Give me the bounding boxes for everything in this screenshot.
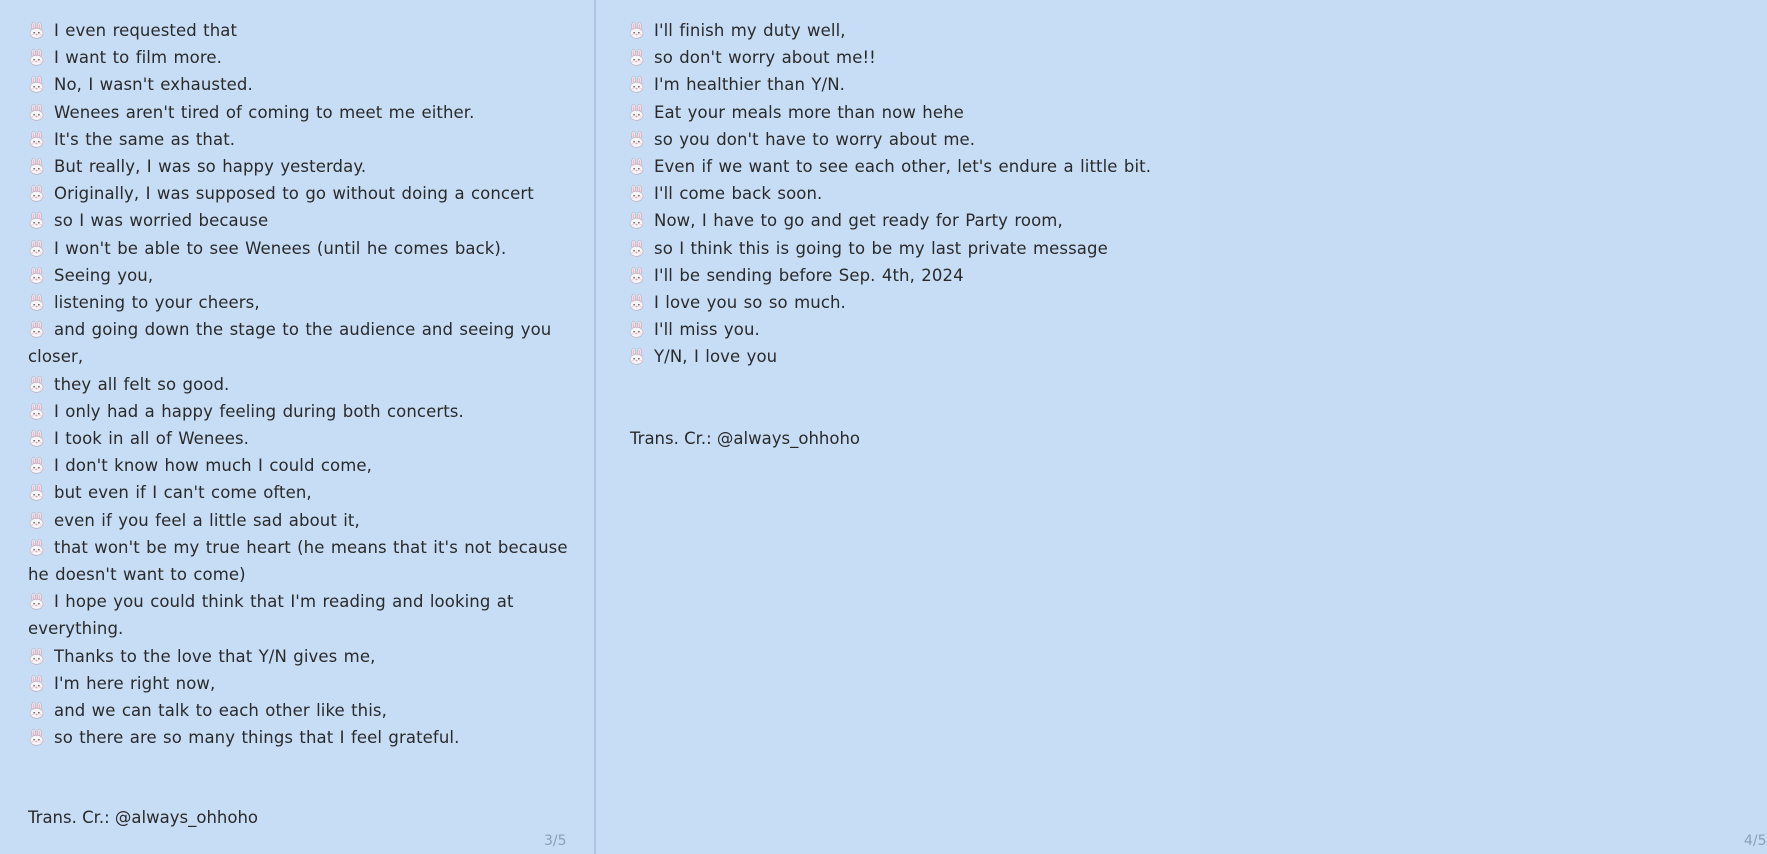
message-text: but even if I can't come often,	[54, 483, 312, 503]
message-text: I'll come back soon.	[654, 184, 823, 204]
message-line	[28, 207, 568, 234]
page-number: 3/5	[544, 833, 567, 849]
bunny-face-icon	[628, 346, 645, 363]
message-line	[28, 44, 568, 71]
message-text: I hope you could think that I'm reading and looking at everything.	[28, 592, 514, 639]
message-line	[28, 425, 568, 452]
message-line	[28, 235, 568, 262]
bunny-face-icon	[28, 700, 45, 717]
bunny-face-icon	[28, 156, 45, 173]
message-text: I'll miss you.	[654, 320, 760, 340]
page-right	[598, 0, 1767, 854]
message-text: Wenees aren't tired of coming to meet me either.	[54, 102, 475, 122]
message-line	[28, 479, 568, 506]
bunny-face-icon	[28, 74, 45, 91]
message-line	[28, 126, 568, 153]
message-text: But really, I was so happy yesterday.	[54, 157, 367, 177]
message-line	[28, 180, 568, 207]
message-line	[628, 180, 1188, 207]
message-text: I don't know how much I could come,	[54, 456, 373, 476]
message-text: I'm healthier than Y/N.	[654, 75, 845, 95]
bunny-face-icon	[628, 238, 645, 255]
bunny-face-icon	[628, 265, 645, 282]
bunny-face-icon	[628, 292, 645, 309]
message-list	[28, 17, 568, 751]
page-number: 4/5	[1744, 833, 1767, 849]
bunny-face-icon	[28, 47, 45, 64]
message-text: I'll be sending before Sep. 4th, 2024	[654, 265, 964, 285]
bunny-face-icon	[28, 455, 45, 472]
message-line	[628, 71, 1188, 98]
message-line	[28, 262, 568, 289]
message-text: I only had a happy feeling during both concerts.	[54, 401, 464, 421]
bunny-face-icon	[28, 537, 45, 554]
message-text: I'm here right now,	[54, 673, 216, 693]
message-text: that won't be my true heart (he means that it's not because he doesn't want to come)	[28, 537, 568, 585]
translation-credit: Trans. Cr.: @always_ohhoho	[630, 429, 861, 448]
message-text: It's the same as that.	[54, 129, 236, 149]
message-text: I'll finish my duty well,	[654, 21, 846, 40]
bunny-face-icon	[28, 319, 45, 336]
bunny-face-icon	[628, 74, 645, 91]
message-text: even if you feel a little sad about it,	[54, 510, 360, 530]
message-line	[28, 99, 568, 126]
bunny-face-icon	[28, 265, 45, 282]
bunny-face-icon	[628, 183, 645, 200]
message-line	[28, 371, 568, 398]
bunny-face-icon	[28, 428, 45, 445]
message-text: I won't be able to see Wenees (until he comes back).	[54, 238, 507, 258]
message-text: I took in all of Wenees.	[54, 429, 250, 449]
bunny-face-icon	[28, 102, 45, 119]
message-text: No, I wasn't exhausted.	[54, 75, 253, 95]
message-text: I love you so so much.	[654, 293, 846, 313]
bunny-face-icon	[28, 292, 45, 309]
message-line	[28, 17, 568, 44]
message-text: so I was worried because	[54, 211, 269, 231]
message-line	[28, 71, 568, 98]
message-line	[628, 126, 1188, 153]
message-line	[28, 534, 568, 588]
message-text: Now, I have to go and get ready for Party room,	[654, 211, 1063, 231]
message-line	[28, 289, 568, 316]
message-line	[628, 99, 1188, 126]
bunny-face-icon	[28, 210, 45, 227]
page-left	[0, 0, 596, 854]
message-line	[28, 316, 568, 370]
message-line	[28, 643, 568, 670]
bunny-face-icon	[628, 47, 645, 64]
bunny-face-icon	[628, 129, 645, 146]
message-text: Originally, I was supposed to go without doing a concert	[54, 184, 534, 204]
message-text: Eat your meals more than now hehe	[654, 102, 964, 122]
bunny-face-icon	[28, 129, 45, 146]
bunny-face-icon	[28, 20, 45, 37]
message-line	[28, 588, 568, 642]
message-text: Even if we want to see each other, let's endure a little bit.	[654, 157, 1152, 177]
message-text: I want to film more.	[54, 48, 222, 68]
bunny-face-icon	[28, 646, 45, 663]
message-text: so I think this is going to be my last private message	[654, 238, 1108, 258]
message-line	[28, 398, 568, 425]
message-line	[28, 670, 568, 697]
bunny-face-icon	[28, 374, 45, 391]
bunny-face-icon	[628, 319, 645, 336]
message-list	[628, 17, 1188, 371]
message-line	[28, 153, 568, 180]
message-line	[28, 697, 568, 724]
message-text: Y/N, I love you	[654, 347, 778, 367]
message-line	[628, 235, 1188, 262]
translation-credit: Trans. Cr.: @always_ohhoho	[28, 808, 259, 827]
bunny-face-icon	[628, 210, 645, 227]
bunny-face-icon	[628, 20, 645, 37]
message-line	[628, 289, 1188, 316]
message-text: and going down the stage to the audience and seeing you closer,	[28, 320, 552, 367]
bunny-face-icon	[28, 238, 45, 255]
message-line	[628, 207, 1188, 234]
message-line	[628, 343, 1188, 370]
bunny-face-icon	[28, 591, 45, 608]
message-line	[28, 507, 568, 534]
bunny-face-icon	[28, 401, 45, 418]
message-line	[628, 44, 1188, 71]
message-text: Thanks to the love that Y/N gives me,	[54, 646, 376, 666]
message-line	[28, 724, 568, 751]
message-line	[628, 17, 1188, 44]
message-line	[28, 452, 568, 479]
message-text: Seeing you,	[54, 265, 154, 285]
bunny-face-icon	[28, 673, 45, 690]
message-text: so don't worry about me!!	[654, 48, 876, 68]
message-text: so there are so many things that I feel grateful.	[54, 728, 460, 748]
message-text: I even requested that	[54, 21, 238, 40]
bunny-face-icon	[28, 183, 45, 200]
message-text: listening to your cheers,	[54, 293, 260, 313]
message-text: they all felt so good.	[54, 374, 230, 394]
bunny-face-icon	[28, 482, 45, 499]
bunny-face-icon	[628, 156, 645, 173]
message-line	[628, 262, 1188, 289]
message-line	[628, 316, 1188, 343]
message-text: and we can talk to each other like this,	[54, 701, 387, 721]
message-text: so you don't have to worry about me.	[654, 129, 976, 149]
bunny-face-icon	[28, 727, 45, 744]
bunny-face-icon	[28, 510, 45, 527]
message-line	[628, 153, 1188, 180]
bunny-face-icon	[628, 102, 645, 119]
